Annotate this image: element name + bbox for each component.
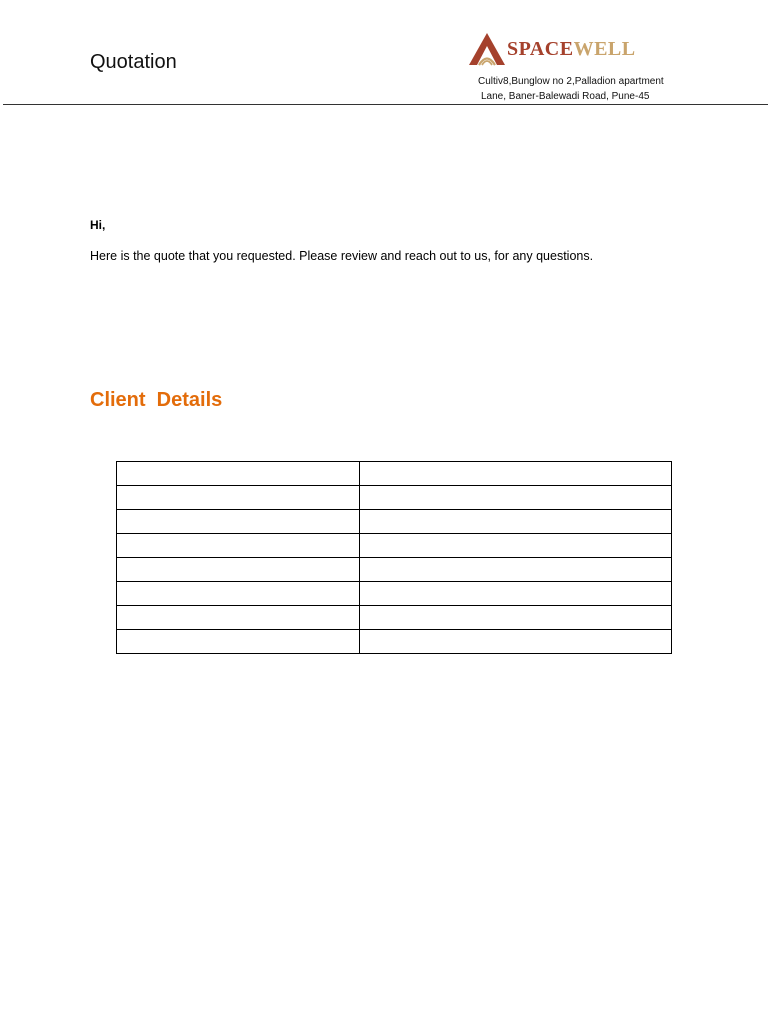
- table-row: [117, 462, 672, 486]
- address-line-2: Lane, Baner-Balewadi Road, Pune-45: [481, 90, 650, 102]
- spacewell-logo-icon: [468, 32, 506, 66]
- client-details-heading: Client Details: [90, 389, 223, 411]
- logo-text-well: WELL: [573, 38, 636, 60]
- table-cell-value: [360, 630, 672, 654]
- logo-wordmark: [507, 32, 636, 66]
- table-cell-label: [117, 558, 360, 582]
- header-divider: [3, 104, 768, 105]
- intro-paragraph: Here is the quote that you requested. Please review and reach out to us, for any questions.: [90, 249, 594, 263]
- table-cell-value: [360, 558, 672, 582]
- table-cell-label: [117, 630, 360, 654]
- company-logo: [468, 32, 636, 66]
- table-cell-value: [360, 486, 672, 510]
- logo-text-space: SPACE: [507, 38, 574, 60]
- table-cell-label: [117, 486, 360, 510]
- address-line-1: Cultiv8,Bunglow no 2,Palladion apartment: [478, 76, 664, 87]
- table-cell-label: [117, 606, 360, 630]
- table-cell-label: [117, 462, 360, 486]
- table-row: [117, 630, 672, 654]
- table-row: [117, 558, 672, 582]
- table-cell-label: [117, 582, 360, 606]
- table-row: [117, 510, 672, 534]
- greeting-text: Hi,: [90, 218, 106, 232]
- table-cell-value: [360, 510, 672, 534]
- company-address: [478, 75, 664, 104]
- table-cell-value: [360, 582, 672, 606]
- table-cell-label: [117, 510, 360, 534]
- page-title: Quotation: [90, 51, 177, 73]
- table-cell-value: [360, 606, 672, 630]
- table-row: [117, 582, 672, 606]
- table-row: [117, 534, 672, 558]
- client-details-table: [116, 461, 672, 654]
- table-cell-label: [117, 534, 360, 558]
- table-cell-value: [360, 462, 672, 486]
- table-row: [117, 606, 672, 630]
- table-row: [117, 486, 672, 510]
- table-cell-value: [360, 534, 672, 558]
